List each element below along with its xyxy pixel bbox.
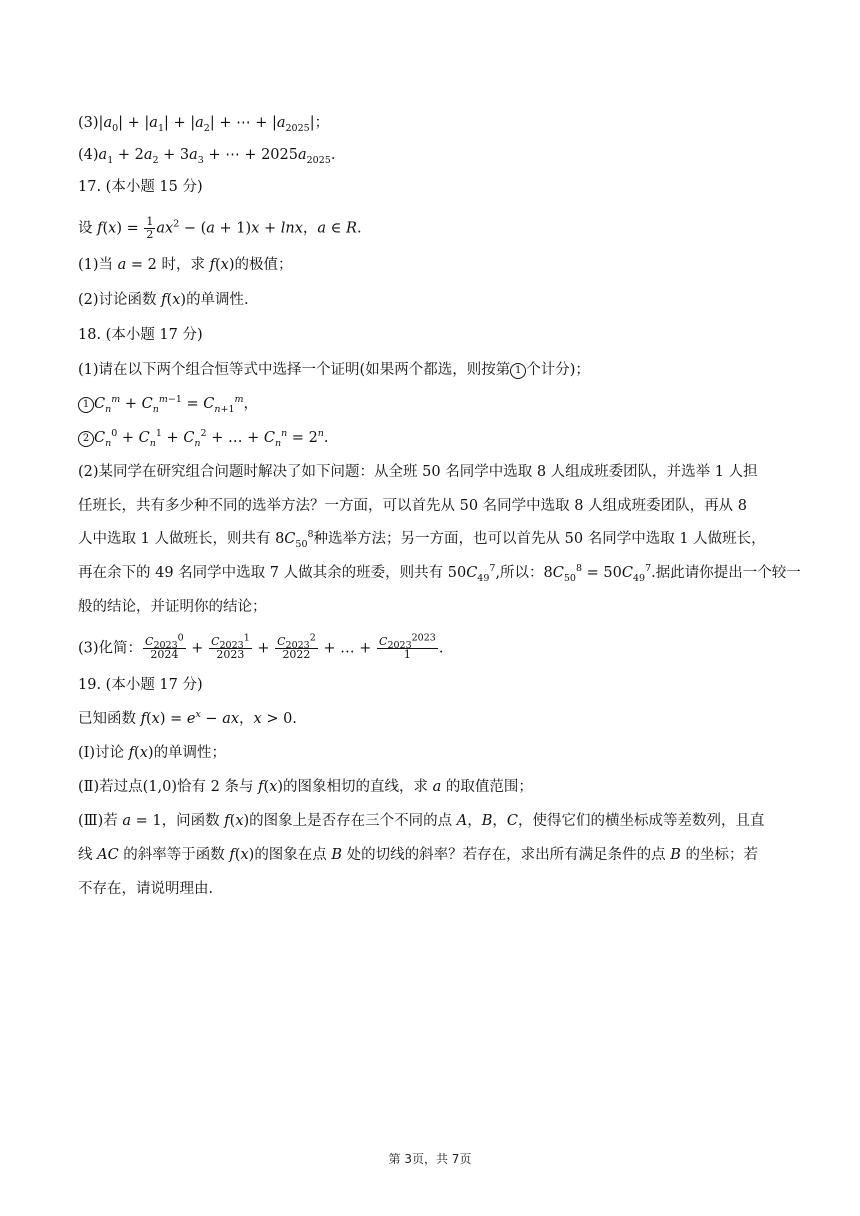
q18-part2-line1: (2)某同学在研究组合问题时解决了如下问题：从全班 50 名同学中选取 8 人组成班委团队，并选举 1 人担 — [78, 464, 758, 480]
q19-part1: (Ⅰ)讨论 f(x)的单调性； — [78, 745, 227, 761]
q19-part3-l1d: ，使得它们的横坐标成等差数列，且直 — [518, 813, 765, 829]
q17-part2-prefix: (2)讨论函数 — [78, 292, 162, 308]
q19-part2-point: (1,0) — [142, 779, 178, 795]
q19-part3-l1c: 的图象上是否存在三个不同的点 — [249, 813, 457, 829]
q18-part1-text: (1)请在以下两个组合恒等式中选择一个证明(如果两个都选，则按第 — [78, 362, 511, 378]
q18-part2-line4c: .据此请你提出一个较一 — [651, 565, 801, 581]
q19-part3-l1b: ，问函数 — [161, 813, 225, 829]
q17-part1-mid: 时，求 — [156, 257, 210, 273]
q18-part3-prefix: (3)化简： — [78, 640, 143, 657]
q19-part2-c: 恰有 2 条与 — [177, 779, 259, 795]
q19-part3-l2d: 处的切线的斜率？若存在，求出所有满足条件的点 — [342, 847, 671, 863]
q18-identity1: 1 $C_n^m + C_n^{m-1} = C_{n+1}^m$， — [78, 394, 258, 414]
q18-part2-line4a: 再在余下的 49 名同学中选取 7 人做其余的班委，则共有 — [78, 565, 448, 581]
q19-part3-line2: 线 AC 的斜率等于函数 f(x)的图象在点 B 处的切线的斜率？若存在，求出所有满足条件的点 B 的坐标；若 — [78, 847, 759, 863]
q18-part3: (3)化简： $\frac{C_{2023}^0}{2024}$ + $\frac{C_{2023}^1}{2023}$ + $\frac{C_{2023}^2}{2022}$ + … + $\frac{C_{2023}^{2023}}{1}$ . — [78, 632, 444, 661]
q16-part3: $(3)|a_0| + |a_1| + |a_2|$ + ⋯ + $|a_{2025}|$； — [78, 115, 330, 134]
q19-part3-line3: 不存在，请说明理由. — [78, 881, 214, 897]
q17-part1-suffix: 的极值； — [234, 257, 293, 273]
q17-header: 17. (本小题 15 分) — [78, 179, 203, 195]
q18-header: 18. (本小题 17 分) — [78, 327, 203, 343]
q18-identity2: 2 $C_n^0 + C_n^1 + C_n^2$ + … + $C_n^n = 2^n$. — [78, 428, 329, 448]
q19-part2-a: (Ⅱ)若过点 — [78, 779, 143, 795]
q18-part2-line3: 人中选取 1 人做班长，则共有 $8C_{50}^8$种选举方法；另一方面，也可以首先从 50 名同学中选取 1 人做班长， — [78, 529, 766, 550]
q19-part1-prefix: (Ⅰ)讨论 — [78, 745, 129, 761]
q19-stem-prefix: 已知函数 — [78, 711, 141, 727]
q18-part2-line3b: 种选举方法；另一方面，也可以首先从 50 名同学中选取 1 人做班长， — [313, 531, 766, 547]
q17-part1: (1)当 a = 2 时，求 f(x)的极值； — [78, 257, 293, 273]
q19-part1-suffix: 的单调性； — [153, 745, 227, 761]
q18-part1-end: 个计分)； — [526, 362, 590, 378]
q17-stem: 设 f(x) = $\frac{1}{2}$ $ax^2 - (a + 1)x + \ln x$，a ∈ R. — [78, 215, 362, 241]
q18-part2-line2: 任班长，共有多少种不同的选举方法？一方面，可以首先从 50 名同学中选取 8 人组成班委团队，再从 8 — [78, 498, 747, 514]
q19-part2-d: 的图象相切的直线，求 — [283, 779, 433, 795]
q18-part2-line3a: 人中选取 1 人做班长，则共有 — [78, 531, 276, 547]
q19-header: 19. (本小题 17 分) — [78, 677, 203, 693]
q19-part2-e: 的取值范围； — [441, 779, 533, 795]
q19-part3-l2b: 的斜率等于函数 — [118, 847, 230, 863]
circled-two-icon: 2 — [78, 431, 94, 447]
q19-part3-l2e: 的坐标；若 — [680, 847, 759, 863]
page-number-footer: 第 3页，共 7页 — [388, 1152, 472, 1166]
q18-part2-line4: 再在余下的 49 名同学中选取 7 人做其余的班委，则共有 $50C_{49}^7$,所以：$8C_{50}^8 = 50C_{49}^7$.据此请你提出一个较一 — [78, 563, 801, 584]
q19-part2: (Ⅱ)若过点(1,0)恰有 2 条与 f(x)的图象相切的直线，求 a 的取值范围； — [78, 779, 533, 795]
q19-part3-line1: (Ⅲ)若 a = 1，问函数 f(x)的图象上是否存在三个不同的点 A，B，C，使得它们的横坐标成等差数列，且直 — [78, 813, 765, 829]
circled-one-mark: 1 — [510, 363, 526, 379]
q19-part3-l1a: (Ⅲ)若 — [78, 813, 123, 829]
q18-part2-line4b: ,所以： — [495, 565, 544, 581]
q17-stem-prefix: 设 — [78, 220, 98, 237]
q19-part3-l2a: 线 — [78, 847, 98, 863]
q17-part2-suffix: 的单调性. — [186, 292, 249, 308]
q19-stem: 已知函数 $f(x) = e^x$ − ax，x > 0. — [78, 709, 297, 727]
q17-part2: (2)讨论函数 f(x)的单调性. — [78, 292, 249, 308]
q16-part4: $(4)a_1 + 2a_2 + 3a_3$ + ⋯ + $2025a_{2025}$. — [78, 147, 336, 166]
circled-one-icon: 1 — [78, 397, 94, 413]
q18-part2-line5: 般的结论，并证明你的结论； — [78, 599, 267, 615]
q19-part3-l2c: 的图象在点 — [254, 847, 332, 863]
q17-part1-prefix: (1)当 — [78, 257, 118, 273]
q18-part1 — [78, 360, 590, 380]
